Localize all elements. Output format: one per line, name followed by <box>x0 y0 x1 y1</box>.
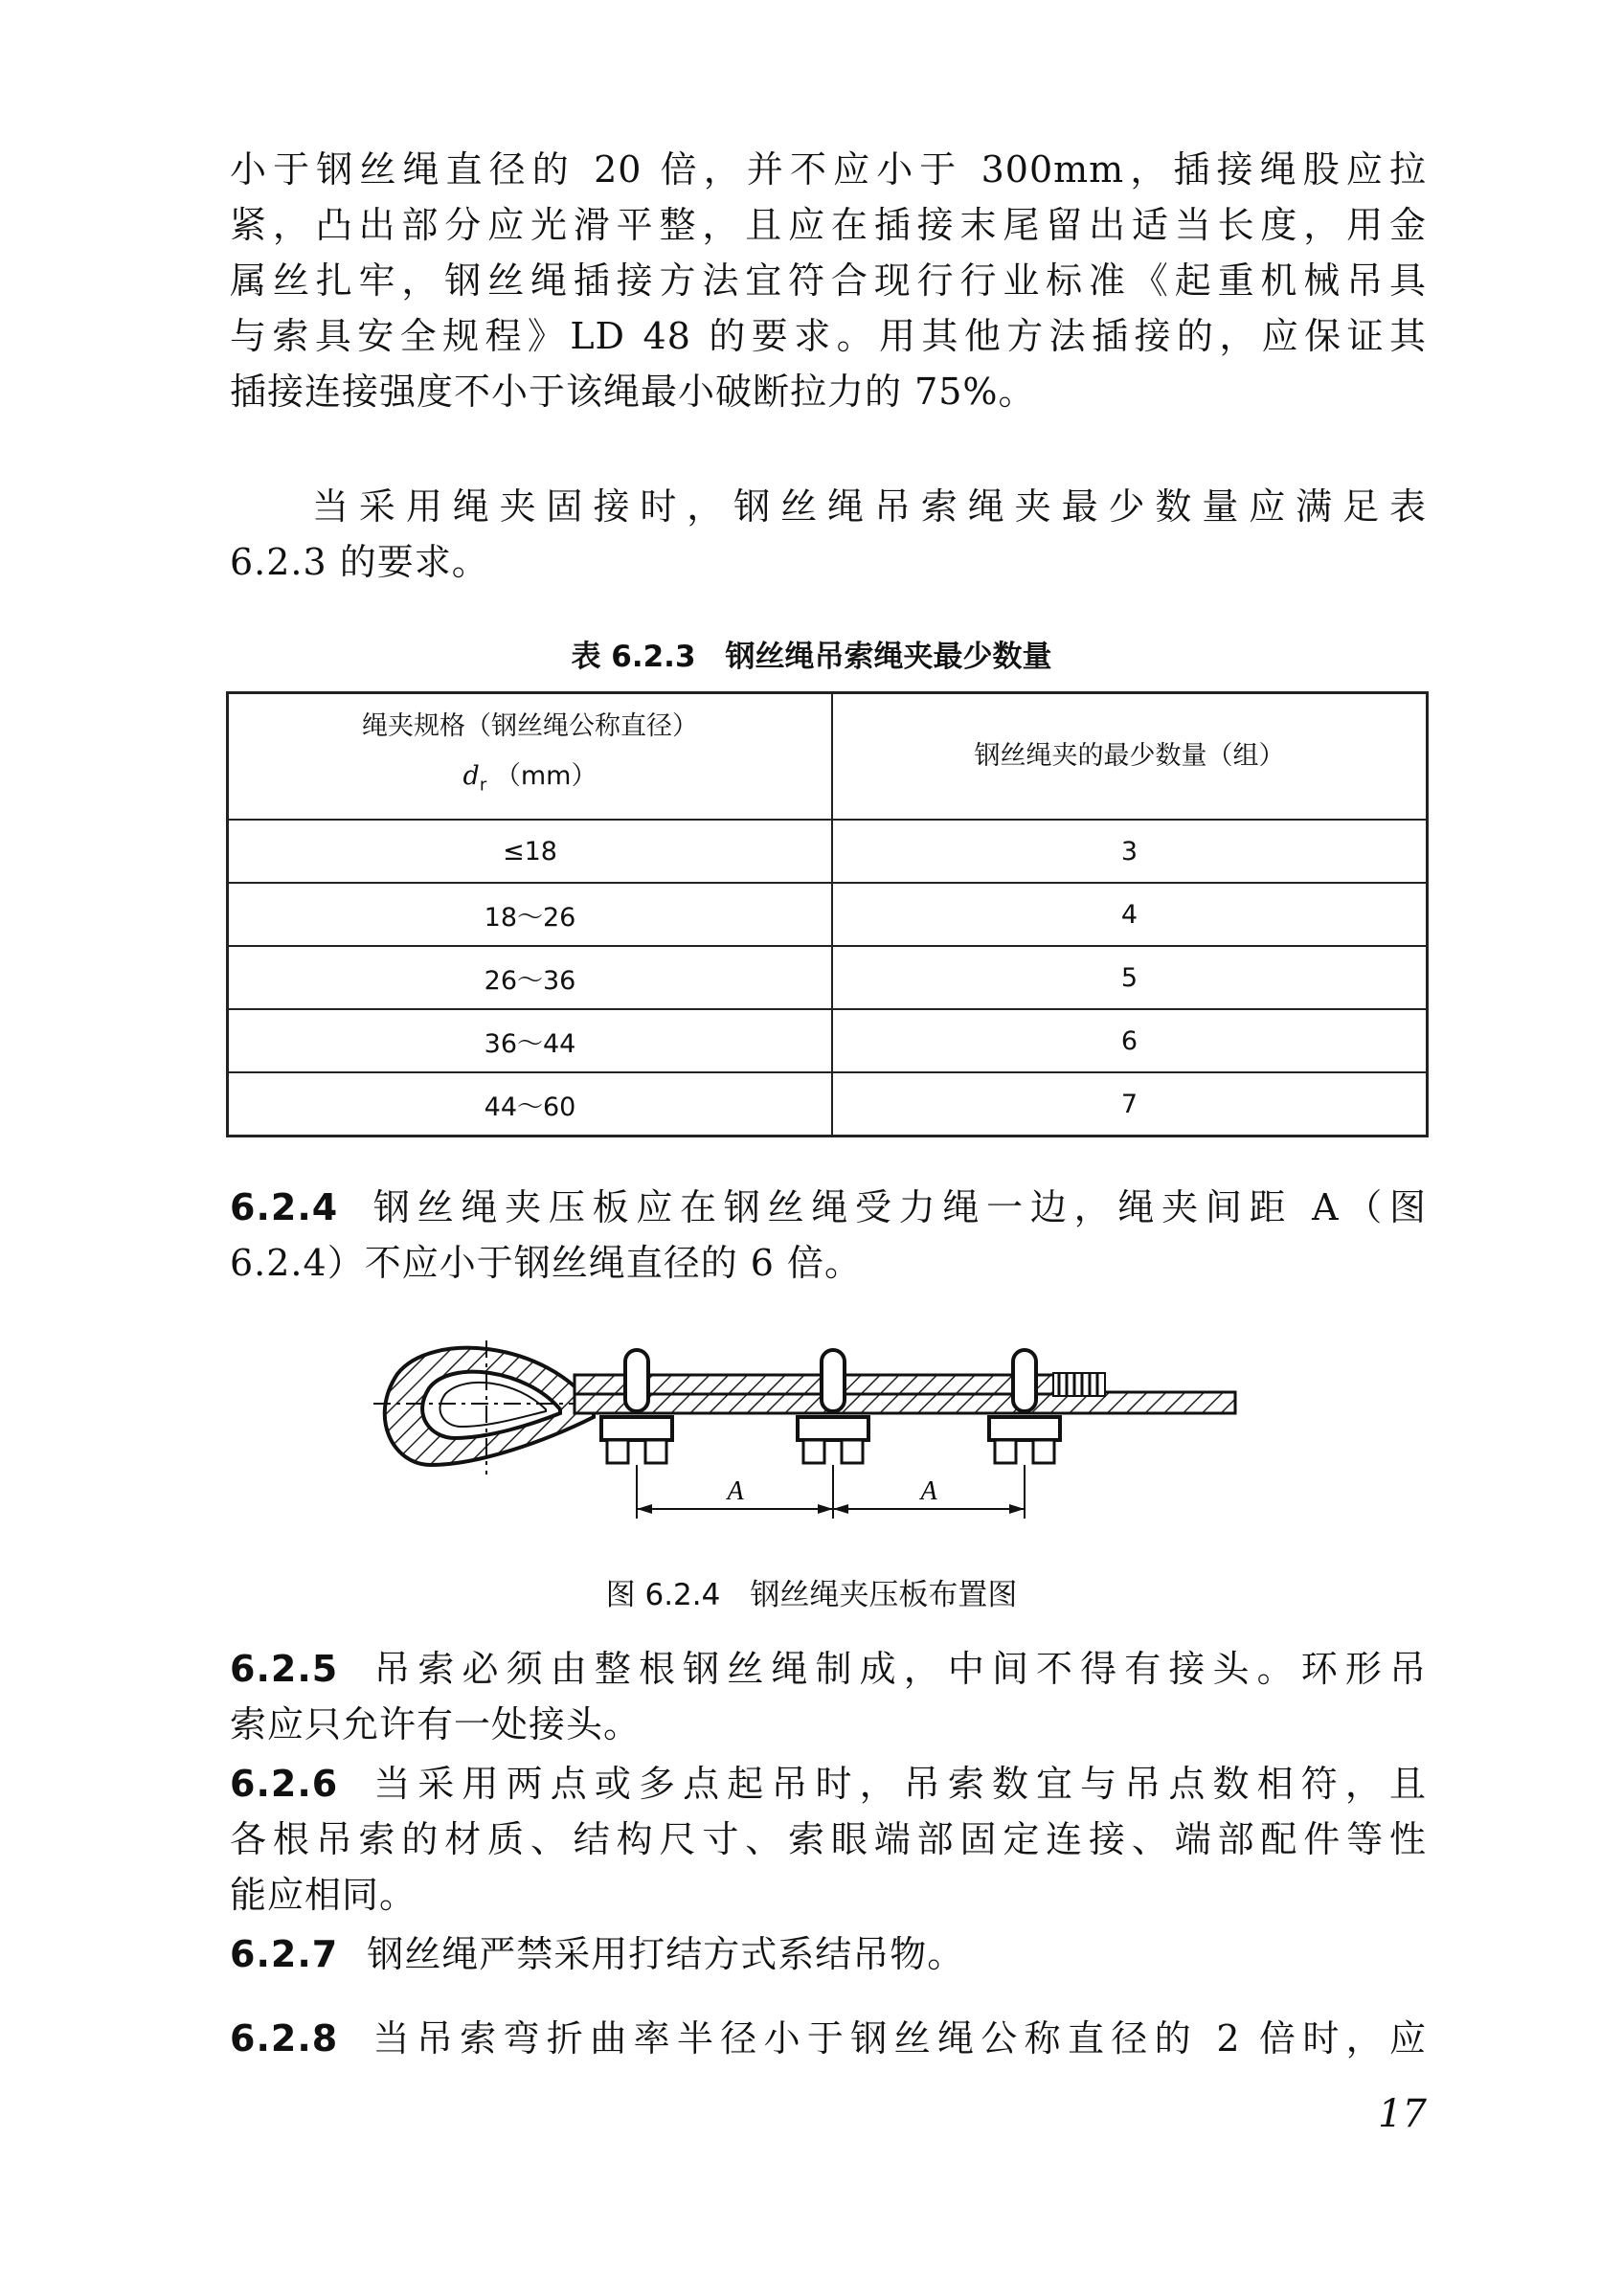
dimension-label-a: A <box>920 1476 937 1506</box>
dimension-label-a: A <box>727 1476 744 1506</box>
clause-text: 索应只允许有一处接头。 <box>230 1703 642 1745</box>
figure-caption: 图 6.2.4 钢丝绳夹压板布置图 <box>605 1578 1018 1612</box>
intro-line: 属丝扎牢，钢丝绳插接方法宜符合现行行业标准《起重机械吊具 <box>230 259 1427 302</box>
clause-text: 吊索必须由整根钢丝绳制成，中间不得有接头。环形吊 <box>367 1648 1427 1690</box>
clause-6-2-8 <box>230 2011 1427 2066</box>
clause-text: 6.2.4）不应小于钢丝绳直径的 6 倍。 <box>230 1242 863 1284</box>
clause-text: 当采用两点或多点起吊时，吊索数宜与吊点数相符，且 <box>367 1763 1427 1805</box>
clause-number: 6.2.5 <box>230 1648 339 1690</box>
clause-number: 6.2.7 <box>230 1933 339 1975</box>
table-cell-spec: 36～44 <box>228 1009 833 1072</box>
rope-end-binding <box>1053 1373 1105 1396</box>
header-spec-symbol: $d_r$ （mm） <box>462 761 597 796</box>
table-row <box>228 946 1428 1009</box>
table-row <box>228 883 1428 946</box>
clause-number: 6.2.4 <box>230 1186 339 1228</box>
clause-6-2-6 <box>230 1756 1427 1923</box>
table-cell-count: 6 <box>832 1009 1428 1072</box>
clause-text: 能应相同。 <box>230 1874 417 1916</box>
intro-line: 插接连接强度不小于该绳最小破断拉力的 75%。 <box>230 371 1036 413</box>
clause-6-2-5 <box>230 1641 1427 1752</box>
intro-line: 紧，凸出部分应光滑平整，且应在插接末尾留出适当长度，用金 <box>230 204 1427 246</box>
table-header-row <box>228 693 1428 821</box>
table-cell-count: 3 <box>832 820 1428 883</box>
clause-text: 当吊索弯折曲率半径小于钢丝绳公称直径的 2 倍时，应 <box>367 2017 1427 2060</box>
intro-line: 小于钢丝绳直径的 20 倍，并不应小于 300mm，插接绳股应拉 <box>230 148 1427 191</box>
table-row <box>228 820 1428 883</box>
table-cell-count: 5 <box>832 946 1428 1009</box>
clause-6-2-7 <box>230 1926 1427 1982</box>
table-cell-spec: 26～36 <box>228 946 833 1009</box>
table-header-count: 钢丝绳夹的最少数量（组） <box>832 693 1428 821</box>
table-row <box>228 1072 1428 1137</box>
clause-text: 各根吊索的材质、结构尺寸、索眼端部固定连接、端部配件等性 <box>230 1818 1427 1860</box>
table-caption: 表 6.2.3 钢丝绳吊索绳夹最少数量 <box>571 640 1052 674</box>
clause-6-2-4 <box>230 1180 1427 1291</box>
page-number: 17 <box>1378 2092 1427 2136</box>
rope-eye-thimble <box>373 1340 603 1474</box>
table-cell-spec: 44～60 <box>228 1072 833 1137</box>
header-spec-label: 绳夹规格（钢丝绳公称直径） <box>362 711 698 742</box>
table-cell-spec: ≤18 <box>228 820 833 883</box>
table-cell-count: 4 <box>832 883 1428 946</box>
clip-count-table <box>226 691 1429 1137</box>
table-cell-count: 7 <box>832 1072 1428 1137</box>
clamp-paragraph <box>230 479 1427 590</box>
intro-paragraph <box>230 142 1427 419</box>
clamp-line: 当采用绳夹固接时，钢丝绳吊索绳夹最少数量应满足表 <box>312 485 1427 528</box>
clause-number: 6.2.8 <box>230 2017 339 2060</box>
wire-rope-clip-figure <box>373 1331 1293 1532</box>
spacing-dimension <box>637 1465 1025 1519</box>
table-row <box>228 1009 1428 1072</box>
table-header-spec <box>228 693 833 821</box>
clause-number: 6.2.6 <box>230 1763 339 1805</box>
clause-text: 钢丝绳夹压板应在钢丝绳受力绳一边，绳夹间距 A（图 <box>367 1186 1427 1228</box>
table-cell-spec: 18～26 <box>228 883 833 946</box>
clause-text: 钢丝绳严禁采用打结方式系结吊物。 <box>367 1933 965 1975</box>
intro-line: 与索具安全规程》LD 48 的要求。用其他方法插接的，应保证其 <box>230 315 1427 357</box>
clamp-line: 6.2.3 的要求。 <box>230 541 489 583</box>
